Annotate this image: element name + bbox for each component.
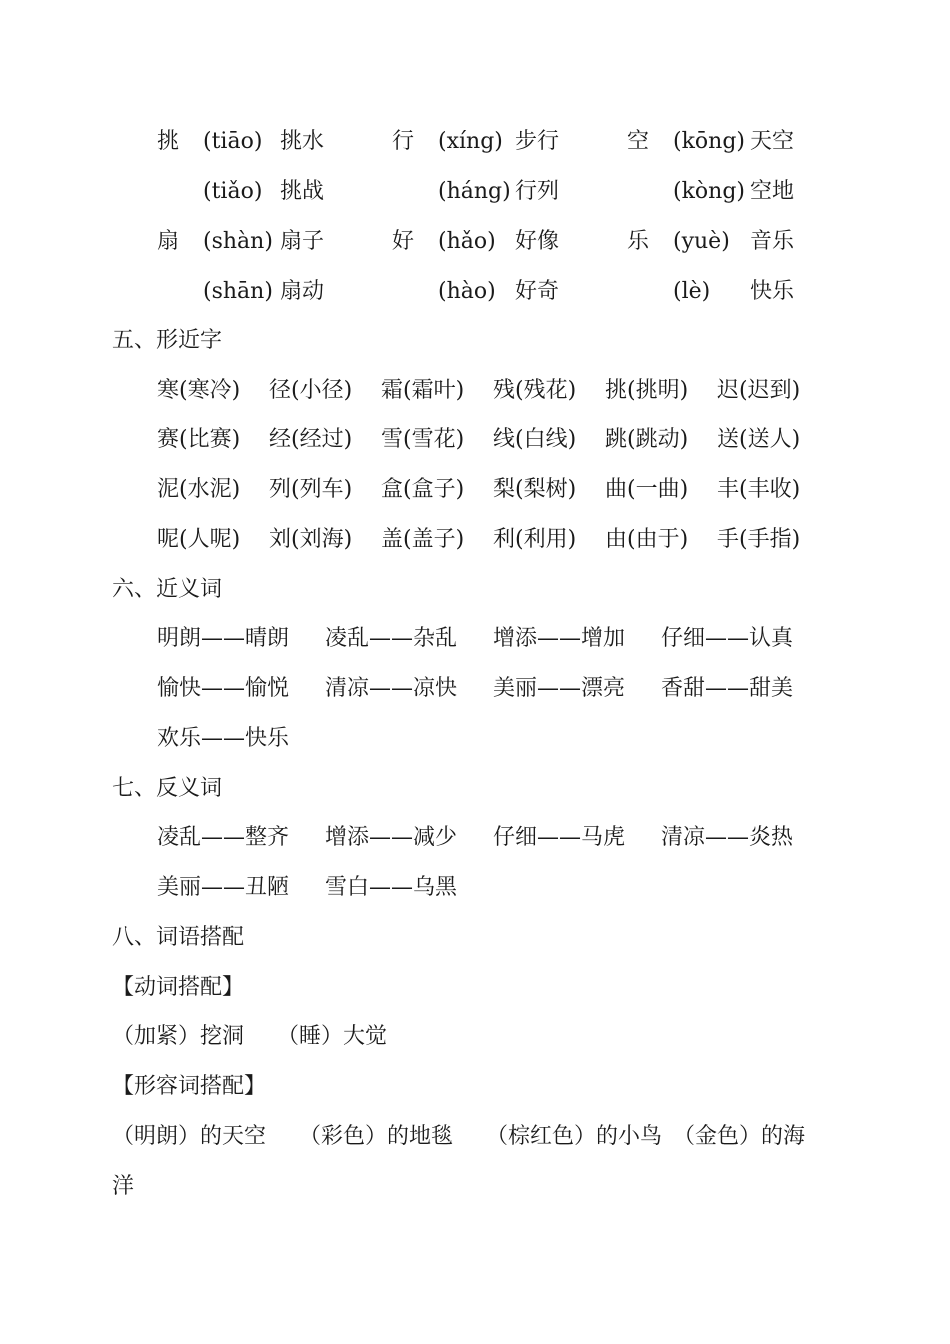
- section-heading-collocation: 八、词语搭配: [112, 925, 245, 950]
- list-item: 梨(梨树): [493, 477, 577, 502]
- section-heading-similar-characters: 五、形近字: [112, 328, 223, 353]
- list-item: 增添——增加: [493, 626, 626, 651]
- list-item: 挑(挑明): [605, 378, 689, 403]
- list-item: 明朗——晴朗: [157, 626, 290, 651]
- list-item: 雪白——乌黑: [325, 875, 458, 900]
- list-item: 盖(盖子): [381, 527, 465, 552]
- polyphone-char: 挑: [157, 129, 180, 154]
- verb-collocation-line: （加紧）挖洞 （睡）大觉: [112, 1024, 388, 1049]
- list-item: 凌乱——整齐: [157, 825, 290, 850]
- section-heading-antonyms: 七、反义词: [112, 776, 223, 801]
- example-word: 行列: [515, 179, 560, 204]
- pinyin: (shàn): [203, 229, 273, 254]
- pinyin: (hǎo): [438, 229, 496, 254]
- adjective-collocation-line-continued: 洋: [112, 1174, 135, 1199]
- example-word: 音乐: [750, 229, 795, 254]
- list-item: 由(由于): [605, 527, 689, 552]
- list-row: [157, 624, 829, 654]
- list-item: 刘(刘海): [269, 527, 353, 552]
- example-word: 空地: [750, 179, 795, 204]
- pinyin: (yuè): [673, 229, 730, 254]
- example-word: 扇动: [280, 279, 325, 304]
- list-item: 清凉——炎热: [661, 825, 794, 850]
- list-item: 仔细——马虎: [493, 825, 626, 850]
- polyphone-char: 乐: [627, 229, 650, 254]
- list-item: 愉快——愉悦: [157, 676, 290, 701]
- list-item: 迟(迟到): [717, 378, 801, 403]
- list-item: 径(小径): [269, 378, 353, 403]
- polyphone-char: 好: [392, 229, 415, 254]
- list-item: 线(白线): [493, 427, 577, 452]
- list-item: 呢(人呢): [157, 527, 241, 552]
- list-item: 霜(霜叶): [381, 378, 465, 403]
- subheading-verb-collocation: 【动词搭配】: [112, 975, 245, 1000]
- list-item: 雪(雪花): [381, 427, 465, 452]
- pinyin: (kòng): [673, 179, 745, 204]
- list-item: 美丽——漂亮: [493, 676, 626, 701]
- list-item: 经(经过): [269, 427, 353, 452]
- list-item: 凌乱——杂乱: [325, 626, 458, 651]
- pinyin: (háng): [438, 179, 511, 204]
- list-item: 送(送人): [717, 427, 801, 452]
- list-row: [157, 376, 829, 406]
- example-word: 好像: [515, 229, 560, 254]
- example-word: 好奇: [515, 279, 560, 304]
- list-item: 美丽——丑陋: [157, 875, 290, 900]
- example-word: 挑战: [280, 179, 325, 204]
- list-item: 欢乐——快乐: [157, 726, 290, 751]
- pinyin: (hào): [438, 279, 496, 304]
- polyphone-char: 行: [392, 129, 415, 154]
- pinyin: (lè): [673, 279, 711, 304]
- list-row: [157, 475, 829, 505]
- example-word: 扇子: [280, 229, 325, 254]
- subheading-adjective-collocation: 【形容词搭配】: [112, 1074, 267, 1099]
- list-row: [157, 425, 829, 455]
- list-item: 残(残花): [493, 378, 577, 403]
- example-word: 快乐: [750, 279, 795, 304]
- list-row: [157, 873, 493, 903]
- list-row: [157, 724, 325, 754]
- list-item: 盒(盒子): [381, 477, 465, 502]
- list-item: 仔细——认真: [661, 626, 794, 651]
- example-word: 步行: [515, 129, 560, 154]
- list-item: 曲(一曲): [605, 477, 689, 502]
- pinyin: (tiǎo): [203, 179, 263, 204]
- list-row: [157, 674, 829, 704]
- pinyin: (kōng): [673, 129, 745, 154]
- list-item: 香甜——甜美: [661, 676, 794, 701]
- list-item: 清凉——凉快: [325, 676, 458, 701]
- polyphone-char: 空: [627, 129, 650, 154]
- adjective-collocation-line: （明朗）的天空 （彩色）的地毯 （棕红色）的小鸟 （金色）的海: [112, 1124, 806, 1149]
- list-item: 丰(丰收): [717, 477, 801, 502]
- pinyin: (xíng): [438, 129, 503, 154]
- list-row: [157, 525, 829, 555]
- list-item: 泥(水泥): [157, 477, 241, 502]
- list-item: 跳(跳动): [605, 427, 689, 452]
- list-item: 增添——减少: [325, 825, 458, 850]
- list-item: 手(手指): [717, 527, 801, 552]
- pinyin: (tiāo): [203, 129, 263, 154]
- pinyin: (shān): [203, 279, 273, 304]
- polyphone-char: 扇: [157, 229, 180, 254]
- list-item: 寒(寒冷): [157, 378, 241, 403]
- list-item: 利(利用): [493, 527, 577, 552]
- list-row: [157, 823, 829, 853]
- list-item: 赛(比赛): [157, 427, 241, 452]
- example-word: 天空: [750, 129, 795, 154]
- list-item: 列(列车): [269, 477, 353, 502]
- section-heading-synonyms: 六、近义词: [112, 577, 223, 602]
- example-word: 挑水: [280, 129, 325, 154]
